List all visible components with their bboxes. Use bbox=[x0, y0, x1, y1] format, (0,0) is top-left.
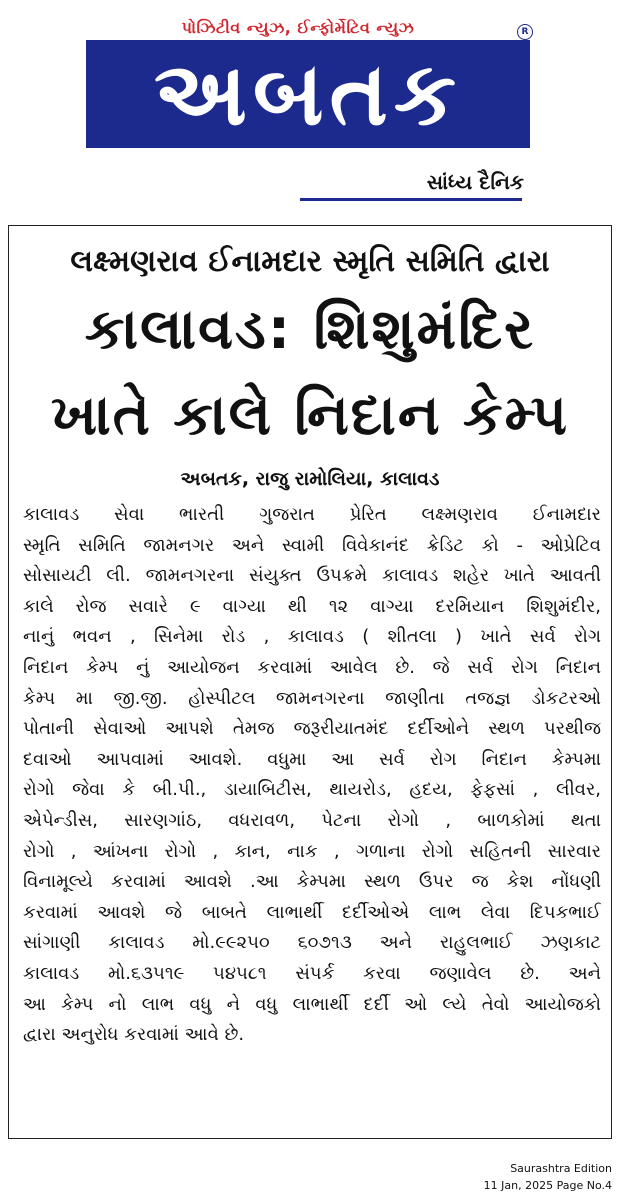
newspaper-logo: અબતક bbox=[86, 40, 530, 148]
article-body-line: રોગો જેવા કે બી.પી., ડાયાબિટીસ, થાયરોડ, હદય, ફેફસાં , લીવર, bbox=[23, 779, 601, 801]
article-headline-line2: ખાતે કાલે નિદાન કેમ્પ bbox=[50, 383, 570, 448]
article-body-line: કેમ્પ મા જી.જી. હોસ્પીટલ જામનગરના જાણીતા તજજ્ઞ ડોકટરઓ bbox=[23, 687, 601, 709]
article-body-line: દવાઓ આપવામાં આવશે. વધુમા આ સર્વ રોગ નિદાન કેમ્પમા bbox=[23, 748, 601, 770]
news-article bbox=[8, 225, 612, 1139]
masthead-tagline: પોઝિટીવ ન્યુઝ, ઈન્ફોર્મેટિવ ન્યુઝ bbox=[181, 18, 415, 37]
article-body-line: કાલાવડ મો.૬૩૫૧૯ ૫૪૫૮૧ સંપર્ક કરવા જણાવેલ છે. અને bbox=[23, 962, 601, 984]
masthead bbox=[0, 0, 622, 210]
article-body-line: નાનું ભવન , સિનેમા રોડ , કાલાવડ ( શીતલા ) ખાતે સર્વ રોગ bbox=[23, 626, 601, 648]
masthead-subtitle: સાંધ્ય દૈનિક bbox=[426, 170, 524, 194]
edition-info bbox=[484, 1160, 612, 1194]
registered-mark-icon: R bbox=[517, 24, 533, 40]
article-byline: અબતક, રાજુ રામોલિયા, કાલાવડ bbox=[180, 468, 440, 490]
article-body-line: નિદાન કેમ્પ નું આયોજન કરવામાં આવેલ છે. જે સર્વ રોગ નિદાન bbox=[23, 656, 601, 678]
article-body-line: વિનામૂલ્યે કરવામાં આવશે .આ કેમ્પમા સ્થળ ઉપર જ કેશ નોંધણી bbox=[23, 871, 601, 893]
article-body-line: સ્મૃતિ સમિતિ જામનગર અને સ્વામી વિવેકાનંદ ક્રેડિટ કો - ઓપ્રેટિવ bbox=[23, 534, 601, 556]
article-headline-line1: કાલાવડ: શિશુમંદિર bbox=[84, 297, 536, 362]
article-body-line: પોતાની સેવાઓ આપશે તેમજ જરૂરીયાતમંદ દર્દીઓને સ્થળ પરથીજ bbox=[23, 718, 601, 740]
article-body-line: દ્વારા અનુરોધ કરવામાં આવે છે. bbox=[23, 1024, 245, 1046]
edition-date-page: 11 Jan, 2025 Page No.4 bbox=[483, 1179, 612, 1192]
article-body-line: કરવામાં આવશે જે બાબતે લાભાર્થી દર્દીઓએ લાભ લેવા દિપકભાઈ bbox=[23, 901, 601, 923]
article-body-line: કાલે રોજ સવારે ૯ વાગ્યા થી ૧૨ વાગ્યા દરમિયાન શિશુમંદીર, bbox=[23, 595, 601, 617]
article-body-line: એપેન્ડીસ, સારણગાંઠ, વધરાવળ, પેટના રોગો , બાળકોમાં થતા bbox=[23, 809, 601, 831]
article-body-line: સાંગાણી કાલાવડ મો.૯૯૨૫૦ ૬૦૭૧૩ અને રાહુલભાઈ ઝણકાટ bbox=[23, 932, 601, 954]
article-body bbox=[23, 500, 601, 1051]
article-kicker: લક્ષ્મણરાવ ઈનામદાર સ્મૃતિ સમિતિ દ્વારા bbox=[70, 244, 550, 279]
article-body-line: સોસાયટી લી. જામનગરના સંયુક્ત ઉપક્રમે કાલાવડ શહેર ખાતે આવતી bbox=[23, 565, 601, 587]
edition-name: Saurashtra Edition bbox=[510, 1162, 612, 1175]
article-body-line: કાલાવડ સેવા ભારતી ગુજરાત પ્રેરિત લક્ષ્મણરાવ ઈનામદાર bbox=[23, 504, 601, 525]
article-body-line: રોગો , આંખના રોગો , કાન, નાક , ગળાના રોગો સહિતની સારવાર bbox=[23, 840, 601, 862]
article-body-line: આ કેમ્પ નો લાભ વધુ ને વધુ લાભાર્થી દર્દી ઓ લ્યે તેવો આયોજકો bbox=[23, 993, 601, 1015]
subtitle-underline bbox=[300, 198, 522, 201]
